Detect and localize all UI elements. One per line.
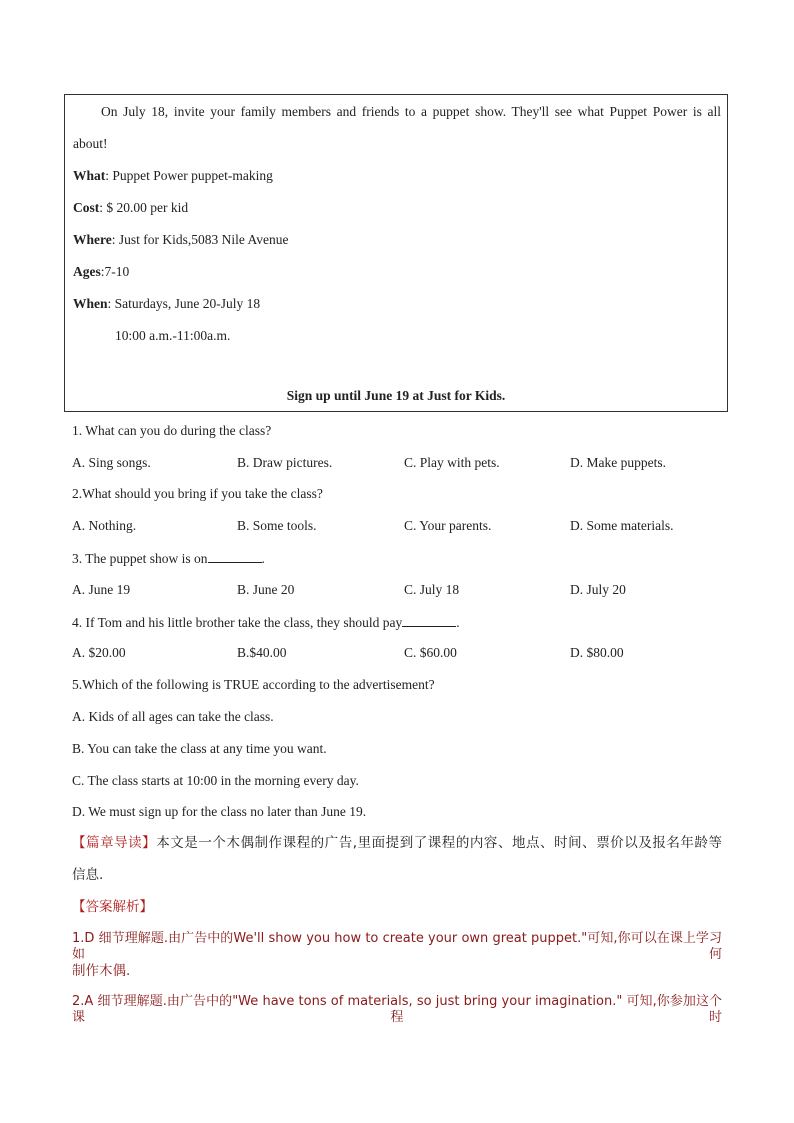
question-2-stem: 2.What should you bring if you take the class? (72, 486, 323, 501)
ad-what-label: What (73, 168, 106, 183)
ad-ages-row (73, 264, 129, 280)
question-3-option-b: B. June 20 (237, 582, 295, 597)
ad-cost-value: : $ 20.00 per kid (99, 200, 189, 215)
advertisement-box (64, 94, 728, 412)
question-5-option-b: B. You can take the class at any time you want. (72, 741, 327, 756)
question-4-stem: 4. If Tom and his little brother take the class, they should pay (72, 615, 403, 630)
question-5-stem: 5.Which of the following is TRUE according to the advertisement? (72, 677, 435, 692)
question-1-option-d: D. Make puppets. (570, 455, 666, 470)
ad-ages-value: :7-10 (100, 264, 130, 279)
question-3-stem-end: . (261, 551, 265, 566)
ad-intro-line-2: about! (73, 136, 108, 151)
question-3-stem: 3. The puppet show is on (72, 551, 208, 566)
ad-intro-line-1: On July 18, invite your family members and friends to a puppet show. They'll see what Puppet Power is all (101, 104, 721, 119)
answer-analysis-label: 【答案解析】 (72, 899, 153, 915)
ad-cost-label: Cost (73, 200, 100, 215)
ad-signup-note: Sign up until June 19 at Just for Kids. (286, 388, 506, 403)
passage-guide-line-2: 信息. (72, 867, 104, 883)
question-1-stem: 1. What can you do during the class? (72, 423, 272, 438)
question-2-option-d: D. Some materials. (570, 518, 674, 533)
question-3-option-a: A. June 19 (72, 582, 131, 597)
analysis-item-1-line-1: 1.D 细节理解题.由广告中的We'll show you how to create your own great puppet."可知,你可以在课上学习如何 (72, 931, 722, 962)
analysis-item-2-line-1: 2.A 细节理解题.由广告中的"We have tons of materials, so just bring your imagination." 可知,你参加这个课程时 (72, 994, 722, 1025)
answer-blank (208, 550, 262, 563)
question-2-option-b: B. Some tools. (237, 518, 317, 533)
question-1-option-b: B. Draw pictures. (237, 455, 333, 470)
ad-when-value: : Saturdays, June 20-July 18 (107, 296, 261, 311)
passage-guide-line-1 (72, 835, 722, 851)
question-1-option-c: C. Play with pets. (404, 455, 500, 470)
question-4-option-a: A. $20.00 (72, 645, 126, 660)
ad-cost-row (73, 200, 188, 216)
ad-where-row (73, 232, 288, 248)
question-5-option-a: A. Kids of all ages can take the class. (72, 709, 274, 724)
ad-when-row (73, 296, 260, 312)
question-5-option-d: D. We must sign up for the class no later than June 19. (72, 804, 367, 819)
question-2-option-c: C. Your parents. (404, 518, 492, 533)
question-3-option-d: D. July 20 (570, 582, 626, 597)
question-4-option-b: B.$40.00 (237, 645, 287, 660)
question-2-option-a: A. Nothing. (72, 518, 137, 533)
answer-blank (402, 614, 456, 627)
ad-where-label: Where (73, 232, 112, 247)
question-3-option-c: C. July 18 (404, 582, 460, 597)
question-1-option-a: A. Sing songs. (72, 455, 151, 470)
question-3-row (72, 550, 265, 567)
question-4-option-d: D. $80.00 (570, 645, 624, 660)
ad-when-time: 10:00 a.m.-11:00a.m. (115, 328, 231, 343)
passage-guide-text: 本文是一个木偶制作课程的广告,里面提到了课程的内容、地点、时间、票价以及报名年龄等 (156, 835, 723, 851)
passage-guide-label: 【篇章导读】 (72, 835, 157, 851)
ad-ages-label: Ages (73, 264, 101, 279)
ad-where-value: : Just for Kids,5083 Nile Avenue (111, 232, 289, 247)
analysis-item-1-line-2: 制作木偶. (72, 963, 131, 979)
ad-when-label: When (73, 296, 108, 311)
question-4-row (72, 614, 460, 631)
question-5-option-c: C. The class starts at 10:00 in the morning every day. (72, 773, 359, 788)
question-4-option-c: C. $60.00 (404, 645, 457, 660)
question-4-stem-end: . (456, 615, 460, 630)
ad-what-value: : Puppet Power puppet-making (105, 168, 273, 183)
ad-what-row (73, 168, 273, 184)
